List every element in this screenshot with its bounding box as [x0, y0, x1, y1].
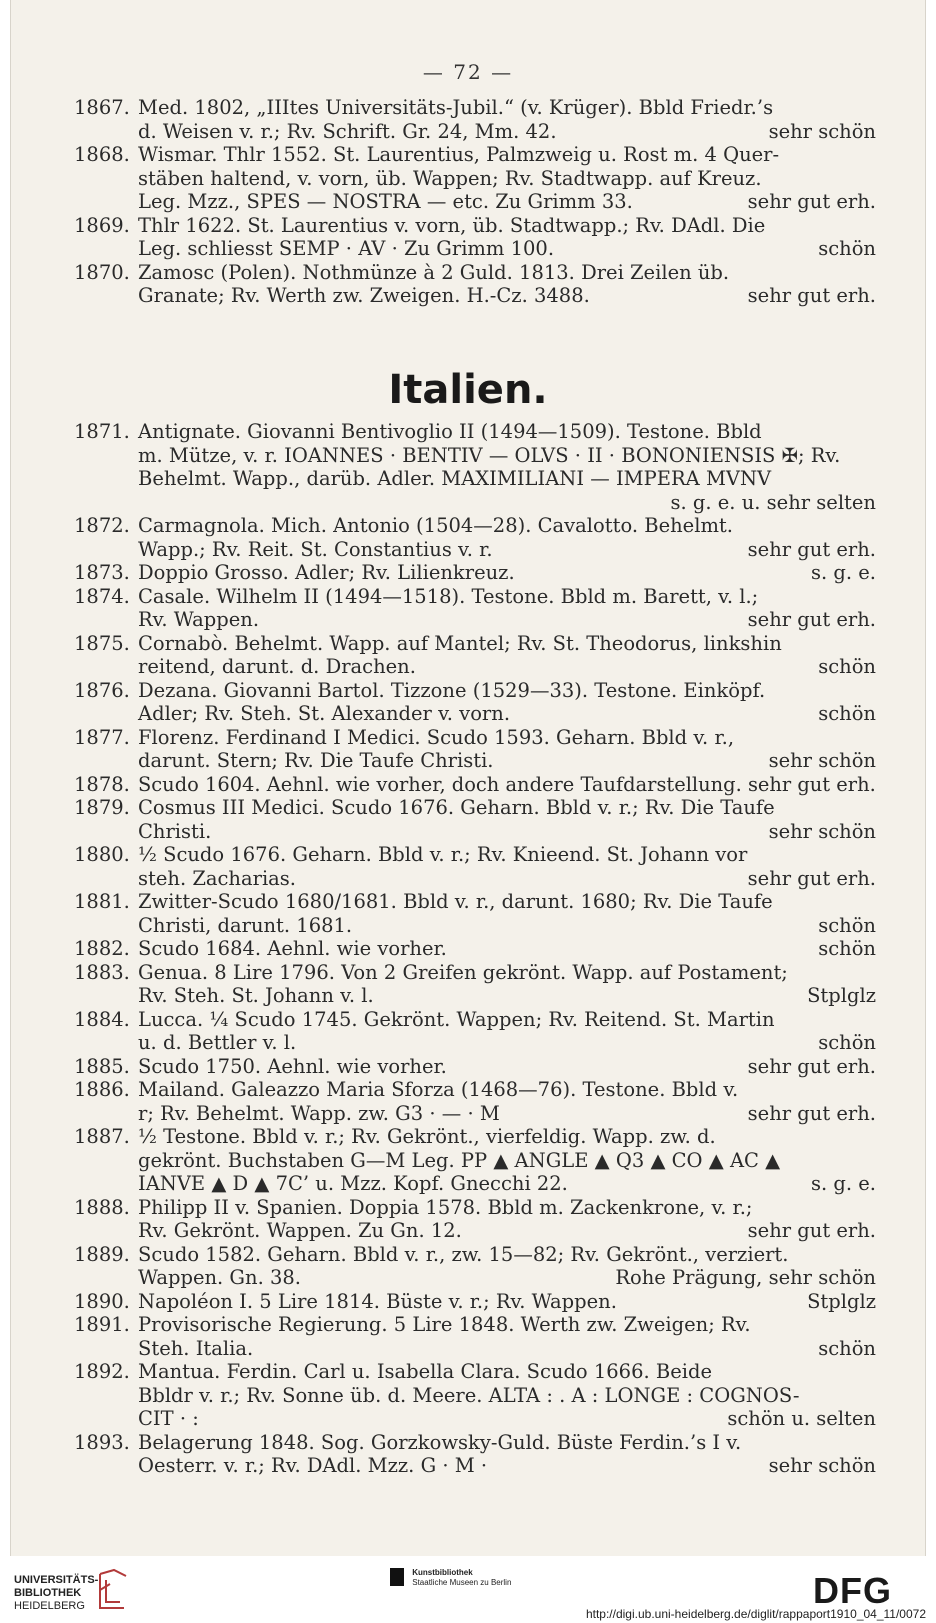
entry-text: Carmagnola. Mich. Antonio (1504—28). Cavalotto. Behelmt. — [138, 514, 733, 537]
kb-line2: Staatliche Museen zu Berlin — [412, 1578, 512, 1587]
entry-text: Belagerung 1848. Sog. Gorzkowsky-Guld. Büste Ferdin.’s I v. — [138, 1430, 742, 1454]
entry-line — [138, 1149, 876, 1173]
catalog-entry — [0, 726, 936, 773]
entry-condition: s. g. e. u. sehr selten — [670, 490, 876, 514]
entry-text: Wappen. Gn. 38. — [138, 1266, 301, 1289]
ub-logo-line1: UNIVERSITÄTS- — [14, 1574, 99, 1586]
entry-text: Scudo 1684. Aehnl. wie vorher. — [138, 937, 447, 960]
entry-text: Genua. 8 Lire 1796. Von 2 Greifen gekrönt. Wapp. auf Postament; — [138, 960, 788, 984]
entry-line — [138, 444, 876, 468]
catalog-entry — [0, 1290, 936, 1314]
entry-line — [138, 867, 876, 891]
catalog-entry — [0, 890, 936, 937]
entry-text: r; Rv. Behelmt. Wapp. zw. G3 · — · M — [138, 1101, 500, 1125]
entry-condition: sehr gut erh. — [747, 1219, 876, 1242]
entry-line — [138, 1219, 876, 1243]
entry-text: Leg. Mzz., SPES — NOSTRA — etc. Zu Grimm 33. — [138, 190, 633, 213]
dfg-logo[interactable]: DFG — [813, 1570, 892, 1611]
entry-number: 1873. — [74, 561, 130, 584]
entry-text: Thlr 1622. St. Laurentius v. vorn, üb. Stadtwapp.; Rv. DAdl. Die — [138, 213, 766, 237]
catalog-entry — [0, 1360, 936, 1431]
entry-condition: sehr schön — [768, 119, 876, 143]
entry-number: 1871. — [74, 420, 130, 443]
entry-condition: sehr gut erh. — [747, 1101, 876, 1125]
entry-line — [138, 1384, 876, 1408]
entry-condition: sehr schön — [768, 819, 876, 843]
entry-line — [138, 843, 876, 867]
entry-text: Leg. schliesst SEMP · AV · Zu Grimm 100. — [138, 237, 555, 260]
catalog-entry — [0, 632, 936, 679]
entry-text: Granate; Rv. Werth zw. Zweigen. H.-Cz. 3488. — [138, 284, 590, 307]
section-heading: Italien. — [388, 367, 548, 413]
catalog-entry — [0, 1196, 936, 1243]
entry-line — [138, 608, 876, 632]
ub-emblem-icon — [96, 1568, 130, 1612]
catalog-entry — [0, 937, 936, 961]
entry-text: Scudo 1582. Geharn. Bbld v. r., zw. 15—82; Rv. Gekrönt., verziert. — [138, 1242, 789, 1266]
entry-line — [138, 1008, 876, 1032]
entry-condition: sehr gut erh. — [747, 608, 876, 631]
entry-text: IANVE ▲ D ▲ 7C’ u. Mzz. Kopf. Gnecchi 22. — [138, 1172, 568, 1195]
entry-line — [138, 1172, 876, 1196]
entry-line — [138, 773, 876, 797]
entry-text: stäben haltend, v. vorn, üb. Wappen; Rv. Stadtwapp. auf Kreuz. — [138, 166, 762, 190]
entry-number: 1891. — [74, 1313, 130, 1336]
entry-text: Adler; Rv. Steh. St. Alexander v. vorn. — [138, 702, 511, 725]
catalog-entry — [0, 514, 936, 561]
entry-line — [138, 937, 876, 961]
catalog-entry — [0, 1243, 936, 1290]
entry-line — [138, 1243, 876, 1267]
entry-condition: schön u. selten — [727, 1407, 876, 1430]
kunstbibliothek-mark-icon — [390, 1568, 404, 1586]
entry-number: 1892. — [74, 1360, 130, 1383]
entry-text: CIT · : — [138, 1407, 199, 1430]
entry-number: 1887. — [74, 1125, 130, 1148]
kb-line1: Kunstbibliothek — [412, 1568, 473, 1577]
entry-number: 1867. — [74, 96, 130, 119]
entry-text: ½ Testone. Bbld v. r.; Rv. Gekrönt., vierfeldig. Wapp. zw. d. — [138, 1125, 716, 1148]
entry-line — [138, 261, 876, 285]
entry-line — [138, 491, 876, 515]
entry-line — [138, 420, 876, 444]
entry-text: Florenz. Ferdinand I Medici. Scudo 1593. Geharn. Bbld v. r., — [138, 725, 735, 749]
entry-condition: Rohe Prägung, sehr schön — [615, 1266, 876, 1289]
entry-number: 1878. — [74, 772, 130, 796]
ub-logo-line3: HEIDELBERG — [14, 1600, 85, 1612]
entry-text: Christi, darunt. 1681. — [138, 913, 353, 937]
entry-condition: sehr gut erh. — [747, 1054, 876, 1078]
catalog-entry — [0, 843, 936, 890]
catalog-entry — [0, 261, 936, 308]
entry-condition: schön — [818, 913, 876, 937]
entry-line — [138, 1454, 876, 1478]
entry-text: Oesterr. v. r.; Rv. DAdl. Mzz. G · M · — [138, 1454, 488, 1477]
entry-line — [138, 143, 876, 167]
catalog-entry — [0, 1078, 936, 1125]
page-number: — 72 — — [422, 60, 514, 84]
entry-number: 1889. — [74, 1242, 130, 1266]
entry-line — [138, 1360, 876, 1384]
entry-condition: Stplglz — [807, 1289, 876, 1313]
entry-number: 1879. — [74, 796, 130, 819]
entry-number: 1884. — [74, 1007, 130, 1031]
catalog-entry — [0, 1055, 936, 1079]
entry-line — [138, 561, 876, 585]
entry-line — [138, 1102, 876, 1126]
entry-number: 1877. — [74, 725, 130, 749]
entry-text: Napoléon I. 5 Lire 1814. Büste v. r.; Rv. Wappen. — [138, 1289, 617, 1313]
entry-number: 1874. — [74, 584, 130, 608]
catalog-entry — [0, 214, 936, 261]
entry-line — [138, 237, 876, 261]
ub-logo-line2: BIBLIOTHEK — [14, 1587, 82, 1599]
entry-line — [138, 167, 876, 191]
entry-number: 1890. — [74, 1289, 130, 1313]
entry-number: 1882. — [74, 937, 130, 960]
entry-line — [138, 514, 876, 538]
catalog-entry — [0, 961, 936, 1008]
entry-line — [138, 1431, 876, 1455]
entry-condition: sehr gut erh. — [747, 190, 876, 213]
entry-condition: schön — [818, 1031, 876, 1054]
entry-line — [138, 120, 876, 144]
entry-line — [138, 820, 876, 844]
entry-line — [138, 214, 876, 238]
entry-number: 1893. — [74, 1430, 130, 1454]
entry-line — [138, 1078, 876, 1102]
entry-line — [138, 1125, 876, 1149]
entry-line — [138, 96, 876, 120]
entry-text: u. d. Bettler v. l. — [138, 1031, 297, 1054]
entry-number: 1875. — [74, 631, 130, 655]
entry-line — [138, 1031, 876, 1055]
entry-line — [138, 585, 876, 609]
entry-text: Mantua. Ferdin. Carl u. Isabella Clara. Scudo 1666. Beide — [138, 1360, 713, 1383]
entry-line — [138, 1055, 876, 1079]
catalog-entry — [0, 1313, 936, 1360]
entry-text: Scudo 1604. Aehnl. wie vorher, doch andere Taufdarstellung. sehr gut erh. — [138, 772, 876, 796]
entry-line — [138, 467, 876, 491]
entry-number: 1883. — [74, 960, 130, 984]
entry-text: steh. Zacharias. — [138, 866, 297, 890]
entry-condition: sehr gut erh. — [747, 866, 876, 890]
entry-number: 1880. — [74, 843, 130, 866]
entry-text: reitend, darunt. d. Drachen. — [138, 655, 416, 678]
entry-text: Cornabò. Behelmt. Wapp. auf Mantel; Rv. St. Theodorus, linkshin — [138, 631, 782, 655]
catalog-entry — [0, 96, 936, 143]
entry-line — [138, 726, 876, 750]
entry-text: Casale. Wilhelm II (1494—1518). Testone. Bbld m. Barett, v. l.; — [138, 584, 759, 608]
entry-condition: schön — [818, 937, 876, 960]
entry-condition: sehr schön — [768, 749, 876, 772]
entry-condition: schön — [818, 702, 876, 725]
entry-text: d. Weisen v. r.; Rv. Schrift. Gr. 24, Mm. 42. — [138, 119, 557, 143]
entry-line — [138, 284, 876, 308]
entry-condition: sehr gut erh. — [747, 537, 876, 561]
entry-text: Med. 1802, „IIItes Universitäts-Jubil.“ (v. Krüger). Bbld Friedr.’s — [138, 96, 774, 119]
entry-text: Bbldr v. r.; Rv. Sonne üb. d. Meere. ALTA : . A : LONGE : COGNOS- — [138, 1383, 800, 1407]
catalog-entry — [0, 773, 936, 797]
entry-text: m. Mütze, v. r. IOANNES · BENTIV — OLVS · II · BONONIENSIS ✠; Rv. — [138, 443, 841, 467]
catalog-entry — [0, 1431, 936, 1478]
entry-text: Provisorische Regierung. 5 Lire 1848. Werth zw. Zweigen; Rv. — [138, 1313, 751, 1336]
entry-condition: s. g. e. — [810, 561, 876, 584]
footer-bar — [0, 1556, 936, 1623]
entry-number: 1881. — [74, 890, 130, 913]
entry-line — [138, 749, 876, 773]
entry-text: ½ Scudo 1676. Geharn. Bbld v. r.; Rv. Knieend. St. Johann vor — [138, 843, 748, 866]
entry-text: Dezana. Giovanni Bartol. Tizzone (1529—33). Testone. Einköpf. — [138, 678, 766, 702]
entry-line — [138, 655, 876, 679]
entry-line — [138, 1337, 876, 1361]
entry-line — [138, 1290, 876, 1314]
entry-text: Scudo 1750. Aehnl. wie vorher. — [138, 1054, 447, 1078]
entry-text: Zamosc (Polen). Nothmünze à 2 Guld. 1813. Drei Zeilen üb. — [138, 260, 730, 284]
entry-text: Antignate. Giovanni Bentivoglio II (1494—1509). Testone. Bbld — [138, 420, 762, 443]
entry-number: 1885. — [74, 1054, 130, 1078]
entry-condition: Stplglz — [807, 984, 876, 1007]
entry-line — [138, 1196, 876, 1220]
entry-line — [138, 702, 876, 726]
entry-text: Wismar. Thlr 1552. St. Laurentius, Palmzweig u. Rost m. 4 Quer- — [138, 143, 780, 166]
entry-text: Rv. Wappen. — [138, 608, 260, 631]
entry-text: Philipp II v. Spanien. Doppia 1578. Bbld m. Zackenkrone, v. r.; — [138, 1195, 753, 1219]
catalog-entry — [0, 143, 936, 214]
catalog-entries-main — [0, 420, 936, 1478]
entry-line — [138, 1313, 876, 1337]
entry-condition: schön — [818, 237, 876, 260]
entry-condition: schön — [818, 655, 876, 678]
entry-line — [138, 914, 876, 938]
entry-text: Doppio Grosso. Adler; Rv. Lilienkreuz. — [138, 561, 515, 584]
catalog-entry — [0, 1125, 936, 1196]
entry-line — [138, 679, 876, 703]
entry-text: Rv. Gekrönt. Wappen. Zu Gn. 12. — [138, 1219, 462, 1242]
entry-text: Lucca. ¼ Scudo 1745. Gekrönt. Wappen; Rv. Reitend. St. Martin — [138, 1007, 775, 1031]
entry-condition: sehr schön — [768, 1454, 876, 1477]
entry-line — [138, 890, 876, 914]
catalog-entry — [0, 796, 936, 843]
entry-line — [138, 190, 876, 214]
entry-text: Rv. Steh. St. Johann v. l. — [138, 984, 374, 1007]
entry-text: Zwitter-Scudo 1680/1681. Bbld v. r., darunt. 1680; Rv. Die Taufe — [138, 890, 773, 913]
ub-heidelberg-logo[interactable] — [14, 1574, 98, 1613]
catalog-entry — [0, 679, 936, 726]
entry-number: 1872. — [74, 514, 130, 537]
catalog-entry — [0, 1008, 936, 1055]
entry-text: Behelmt. Wapp., darüb. Adler. MAXIMILIANI — IMPERA MVNV — [138, 467, 772, 490]
entry-text: Wapp.; Rv. Reit. St. Constantius v. r. — [138, 537, 493, 561]
entry-line — [138, 961, 876, 985]
entry-number: 1870. — [74, 260, 130, 284]
entry-text: Mailand. Galeazzo Maria Sforza (1468—76). Testone. Bbld v. — [138, 1078, 739, 1101]
entry-line — [138, 796, 876, 820]
catalog-entries-top — [0, 96, 936, 308]
kunstbibliothek-logo[interactable] — [390, 1568, 511, 1588]
entry-number: 1886. — [74, 1078, 130, 1101]
entry-text: darunt. Stern; Rv. Die Taufe Christi. — [138, 749, 494, 772]
entry-condition: s. g. e. — [810, 1172, 876, 1195]
entry-line — [138, 1266, 876, 1290]
entry-number: 1876. — [74, 678, 130, 702]
entry-condition: sehr gut erh. — [747, 284, 876, 307]
entry-number: 1868. — [74, 143, 130, 166]
entry-text: Christi. — [138, 819, 212, 843]
entry-number: 1869. — [74, 213, 130, 237]
catalog-entry — [0, 585, 936, 632]
entry-line — [138, 1407, 876, 1431]
entry-text: Steh. Italia. — [138, 1336, 254, 1360]
catalog-entry — [0, 561, 936, 585]
entry-text: Cosmus III Medici. Scudo 1676. Geharn. Bbld v. r.; Rv. Die Taufe — [138, 796, 775, 819]
source-url[interactable]: http://digi.ub.uni-heidelberg.de/diglit/rappaport1910_04_11/0072 — [585, 1607, 926, 1621]
entry-line — [138, 984, 876, 1008]
entry-number: 1888. — [74, 1195, 130, 1219]
entry-line — [138, 632, 876, 656]
entry-line — [138, 538, 876, 562]
entry-text: gekrönt. Buchstaben G—M Leg. PP ▲ ANGLE ▲ Q3 ▲ CO ▲ AC ▲ — [138, 1148, 781, 1172]
entry-condition: schön — [818, 1336, 876, 1360]
catalog-entry — [0, 420, 936, 514]
